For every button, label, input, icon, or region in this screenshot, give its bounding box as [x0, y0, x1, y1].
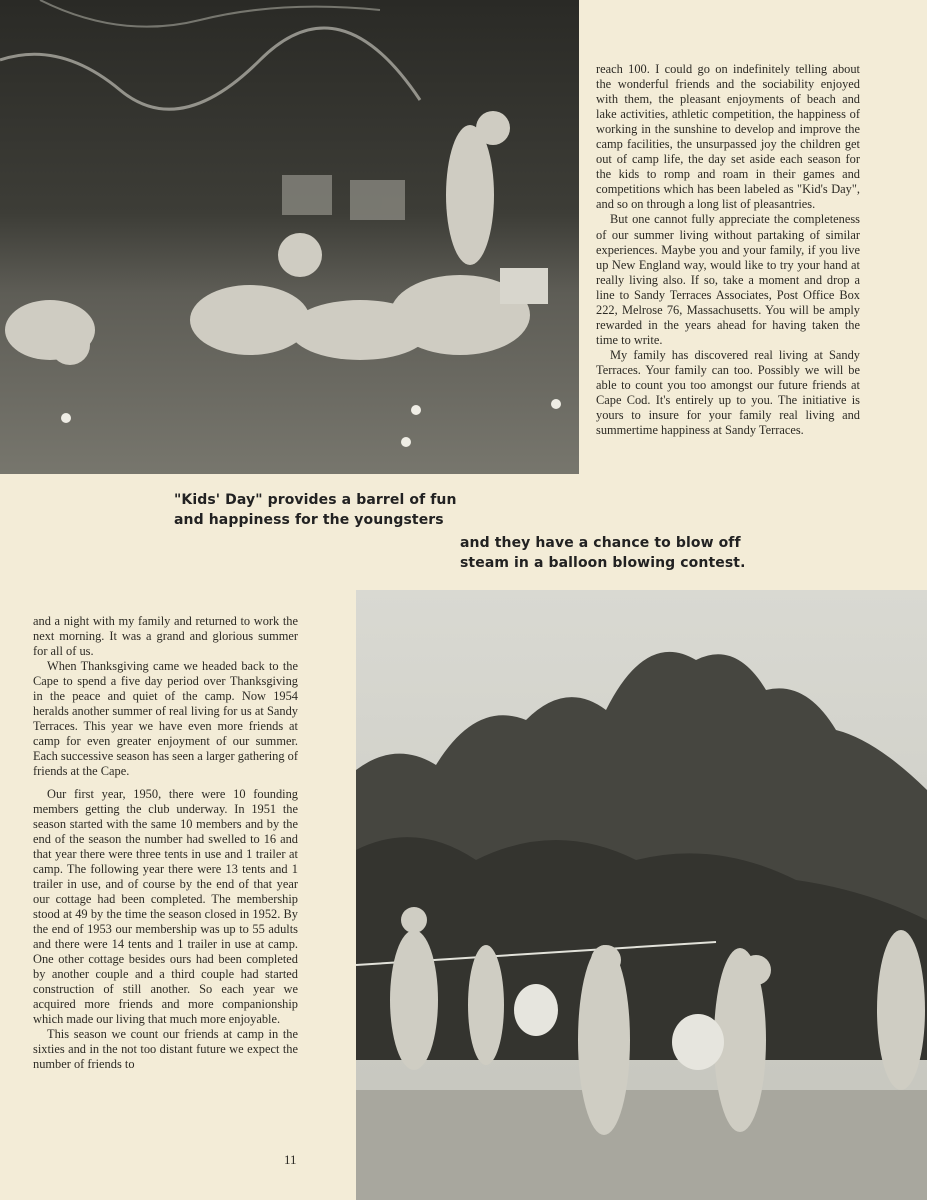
paragraph: When Thanksgiving came we headed back to the Cape to spend a five day period over Thanksgiving in the peace and quiet of the camp. Now 1954 heralds another summer of real living for us at Sandy Terraces. This year we have even more friends at camp for even greater enjoyment of our summer. Each successive season has seen a larger gathering of friends at the Cape. — [33, 659, 298, 779]
paragraph: and a night with my family and returned to work the next morning. It was a grand and glorious summer for all of us. — [33, 614, 298, 659]
article-column-left — [33, 614, 298, 1072]
paragraph: Our first year, 1950, there were 10 founding members getting the club underway. In 1951 the season started with the same 10 members and by the end of the season the number had swelled to 16 and that year there were three tents in use and 1 trailer at camp. The following year there were 13 tents and 1 trailer in use, and of course by the end of that year our cottage had been completed. The membership stood at 49 by the time the season closed in 1952. By the end of 1953 our membership was up to 55 adults and there were 14 tents and 1 trailer in use at camp. One other cottage besides ours had been completed by another couple and a third couple had started construction of still another. So each year we acquired more friends and more companionship which made our living that much more enjoyable. — [33, 786, 298, 1027]
kids-day-photo — [0, 0, 579, 474]
paragraph: reach 100. I could go on indefinitely telling about the wonderful friends and the sociability enjoyed with them, the pleasant enjoyments of beach and lake activities, athletic competition, the happiness of working in the sunshine to develop and improve the camp facilities, the unsurpassed joy the children get out of camp life, the day set aside each season for the kids to romp and roam in their games and competitions which has been labeled as "Kid's Day", and so on through a long list of pleasantries. — [596, 62, 860, 212]
paragraph: But one cannot fully appreciate the completeness of our summer living without partaking of similar experiences. Maybe you and your family, if you live up New England way, would like to try your hand at really living also. If so, take a moment and drop a line to Sandy Terraces Associates, Post Office Box 222, Melrose 76, Massachusetts. You will be amply rewarded in the years ahead for having taken the time to write. — [596, 212, 860, 347]
article-column-right — [596, 62, 860, 438]
page-number: 11 — [284, 1152, 297, 1167]
photo-caption-top: "Kids' Day" provides a barrel of fun and happiness for the youngsters — [174, 492, 457, 528]
paragraph: My family has discovered real living at Sandy Terraces. Your family can too. Possibly we will be able to count you too amongst our future friends at Cape Cod. It's entirely up to you. The initiative is yours to insure for your family real living and summertime happiness at Sandy Terraces. — [596, 347, 860, 438]
photo-caption-bottom: and they have a chance to blow off steam in a balloon blowing contest. — [460, 535, 746, 571]
balloon-contest-photo — [356, 590, 927, 1200]
paragraph: This season we count our friends at camp in the sixties and in the not too distant future we expect the number of friends to — [33, 1027, 298, 1072]
